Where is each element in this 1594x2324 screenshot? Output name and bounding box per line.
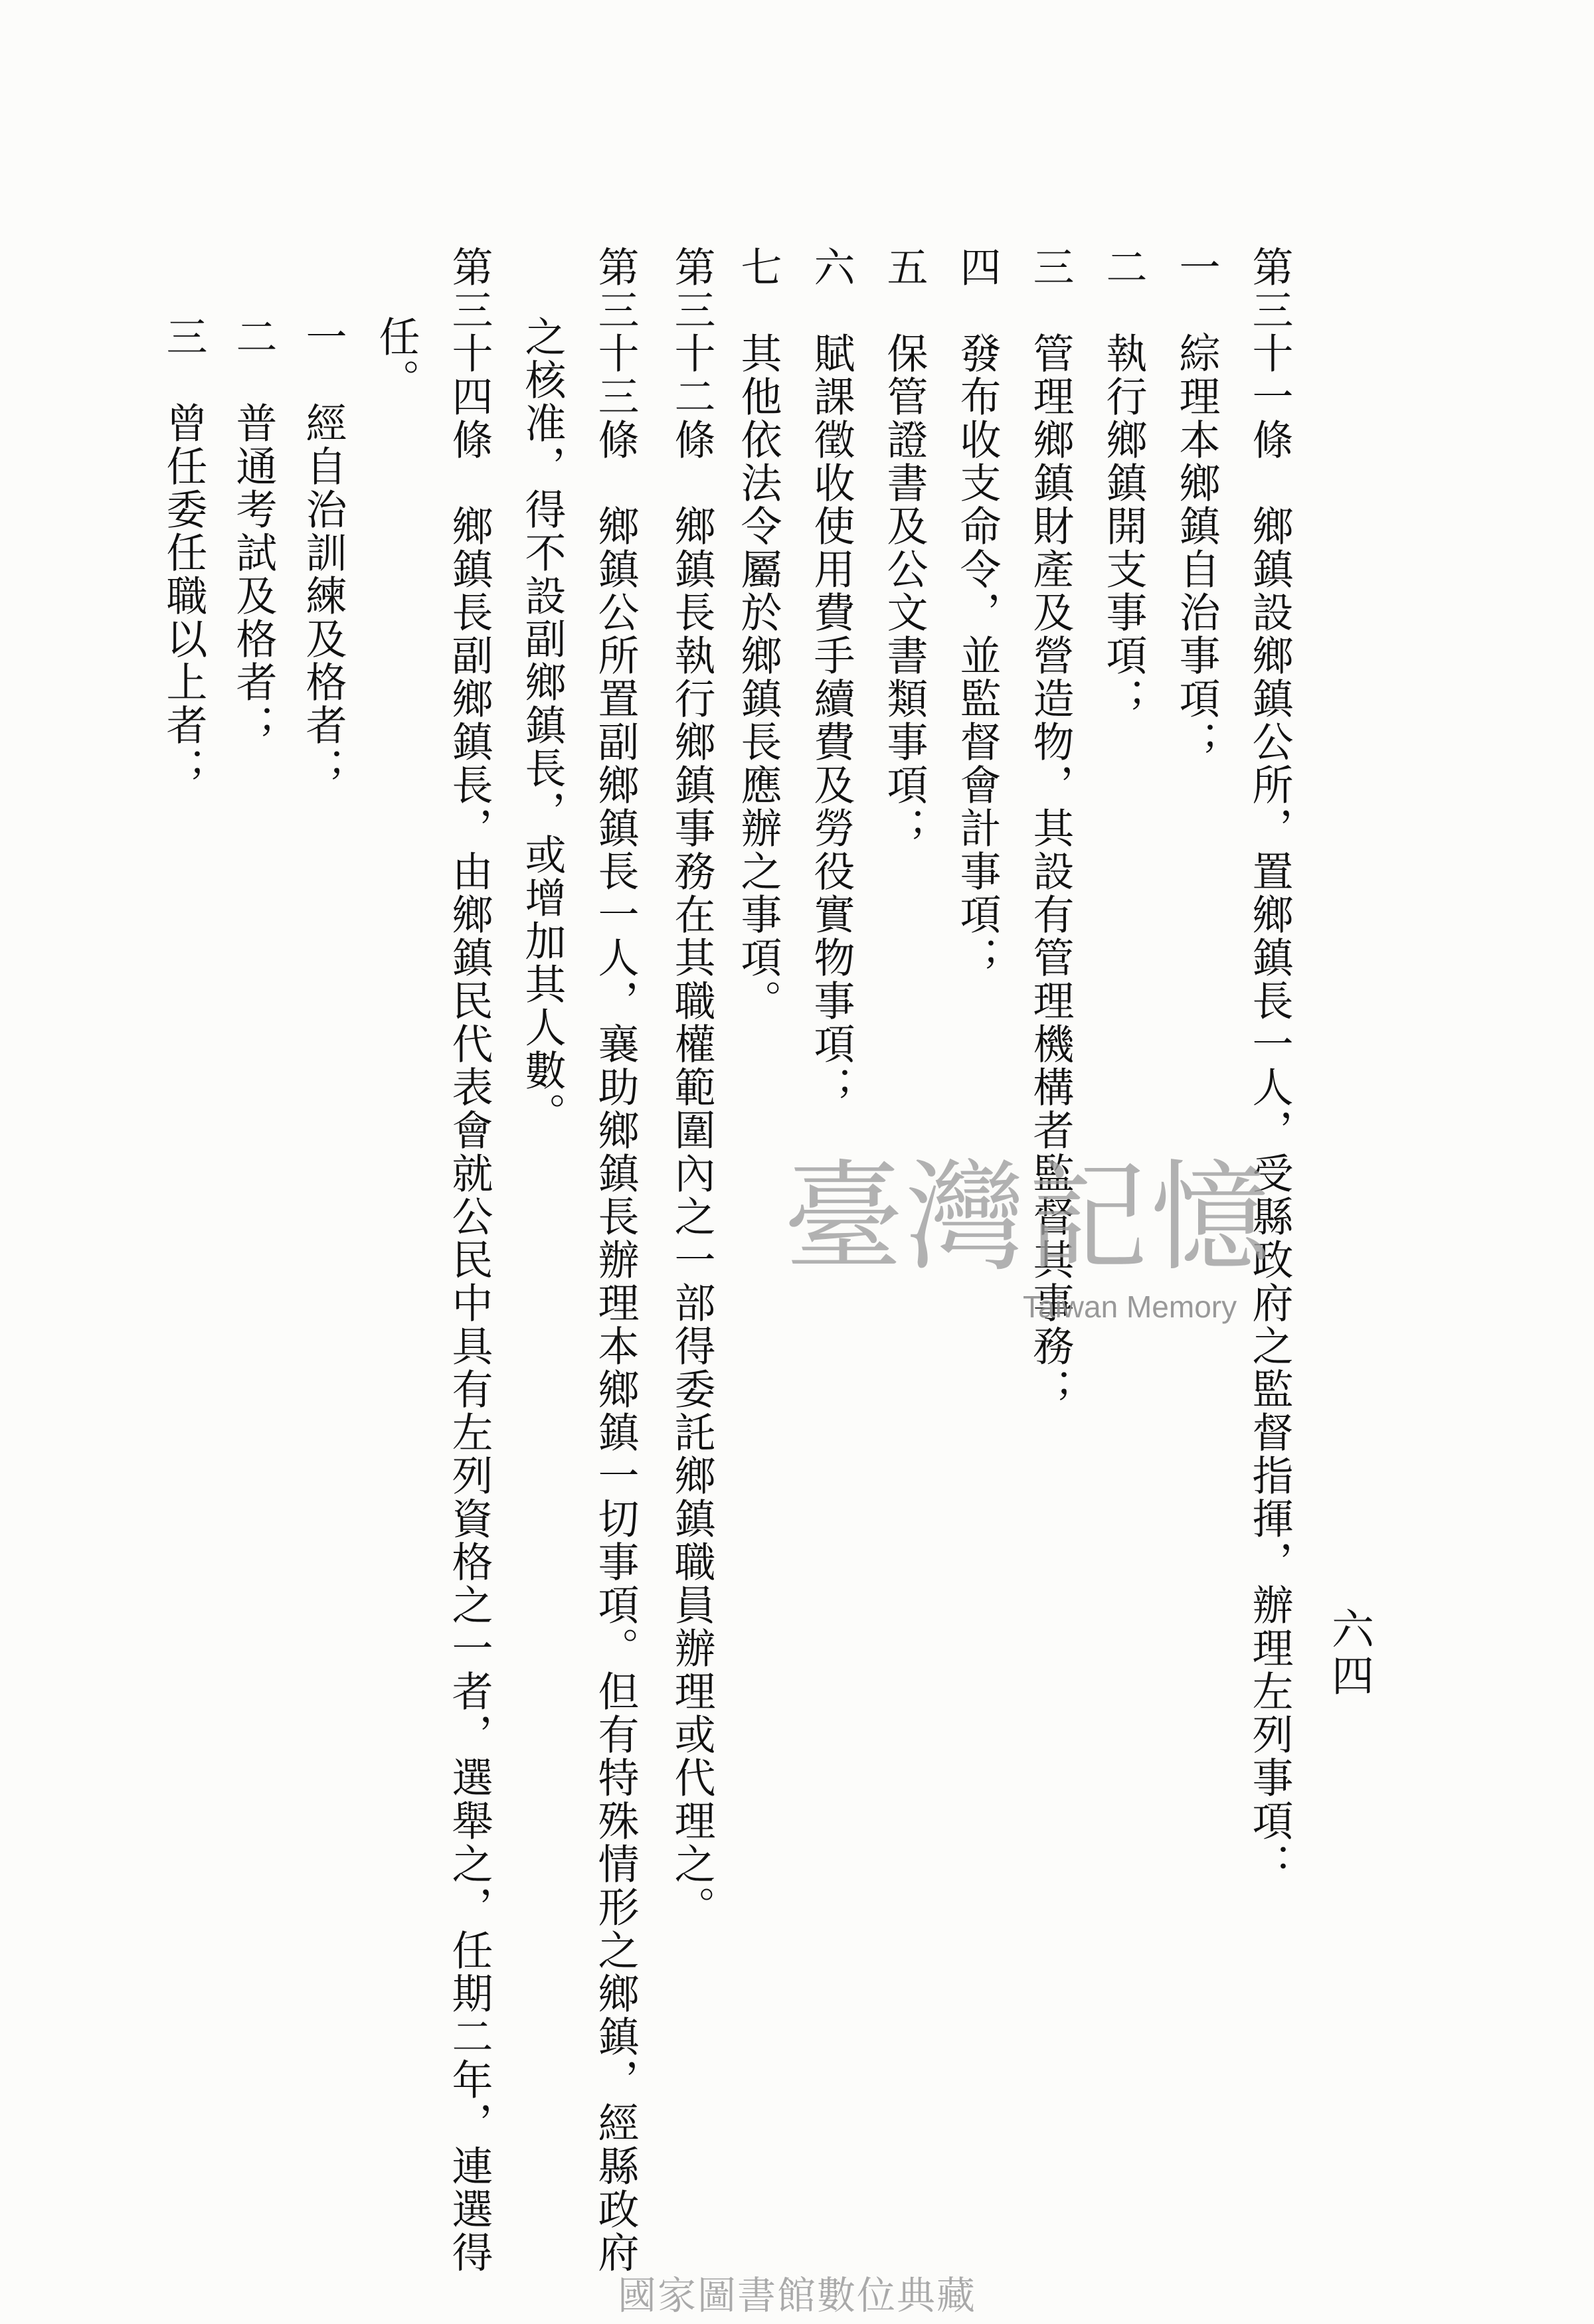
text-column-1: 第三十一條 鄉鎮設鄉鎮公所，置鄉鎮長一人，受縣政府之監督指揮，辦理左列事項： xyxy=(1245,246,1294,1886)
text-column-8: 七 其他依法令屬於鄉鎮長應辦之事項。 xyxy=(734,246,782,1023)
text-column-15: 二 普通考試及格者； xyxy=(229,315,278,747)
text-column-9: 第三十二條 鄉鎮長執行鄉鎮事務在其職權範圍內之一部得委託鄉鎮職員辦理或代理之。 xyxy=(667,246,716,1929)
library-footer: 國家圖書館數位典藏 xyxy=(617,2273,976,2318)
text-column-16: 三 曾任委任職以上者； xyxy=(159,315,208,790)
text-column-7: 六 賦課徵收使用費手續費及勞役實物事項； xyxy=(807,246,855,1109)
watermark-title: 臺灣記憶 xyxy=(784,1149,1273,1287)
text-column-14: 一 經自治訓練及格者； xyxy=(299,315,347,790)
watermark-subtitle: Taiwan Memory xyxy=(1023,1289,1237,1324)
text-column-11: 之核准，得不設副鄉鎮長，或增加其人數。 xyxy=(518,315,567,1135)
page-number: 六四 xyxy=(1324,1607,1373,1700)
text-column-3: 二 執行鄉鎮開支事項； xyxy=(1099,246,1148,720)
text-column-12: 第三十四條 鄉鎮長副鄉鎮長，由鄉鎮民代表會就公民中具有左列資格之一者，選舉之，任期二年，連選得 xyxy=(445,246,493,2274)
text-column-2: 一 綜理本鄉鎮自治事項； xyxy=(1172,246,1221,764)
text-column-10: 第三十三條 鄉鎮公所置副鄉鎮長一人，襄助鄉鎮長辦理本鄉鎮一切事項。但有特殊情形之鄉鎮，經縣政府 xyxy=(591,246,640,2274)
taiwan-memory-watermark xyxy=(784,1149,1288,1324)
text-column-6: 五 保管證書及公文書類事項； xyxy=(880,246,929,850)
text-column-5: 四 發布收支命令，並監督會計事項； xyxy=(953,246,1002,979)
text-column-4: 三 管理鄉鎮財產及營造物，其設有管理機構者監督其事務； xyxy=(1026,246,1075,1411)
text-column-13: 任。 xyxy=(372,315,420,402)
